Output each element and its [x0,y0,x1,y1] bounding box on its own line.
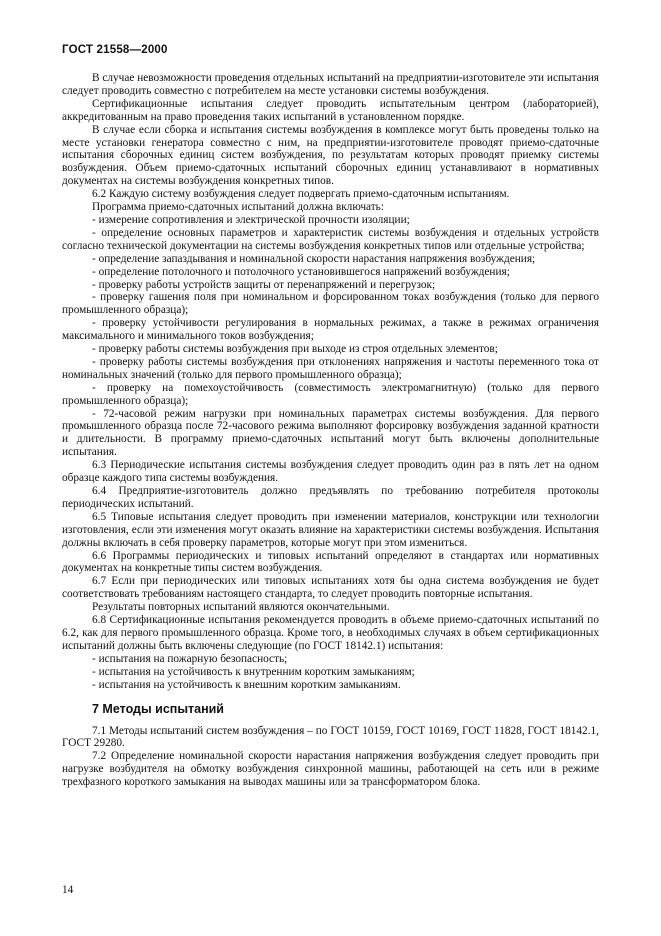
list-item: - проверку на помехоустойчивость (совместимость электромагнитную) (только для первого промышленного образца); [62,381,599,407]
clause-6-4: 6.4 Предприятие-изготовитель должно предъявлять по требованию потребителя протоколы периодических испытаний. [62,485,599,510]
list-item: - испытания на устойчивость к внешним коротким замыканиям. [92,678,401,691]
paragraph: Программа приемо-сдаточных испытаний должна включать: [92,201,384,214]
clause-6-2: 6.2 Каждую систему возбуждения следует подвергать приемо-сдаточным испытаниям. [92,188,510,201]
clause-6-5: 6.5 Типовые испытания следует проводить при изменении материалов, конструкции или технологии изготовления, если эти изменения могут оказать влияние на характеристики системы возбуждения. Испытания должны включать в себя проверку параметров, которые могут при этом измениться. [62,510,599,549]
list-item: - определение потолочного и потолочного установившегося напряжений возбуждения; [92,265,510,278]
list-item: - определение запаздывания и номинальной скорости нарастания напряжения возбуждения; [92,252,536,265]
list-item: - измерение сопротивления и электрической прочности изоляции; [92,213,410,226]
clause-6-7: 6.7 Если при периодических или типовых испытаниях хотя бы одна система возбуждения не будет соответствовать требованиям настоящего стандарта, то следует проводить повторные испытания. [62,575,599,601]
document-number-header: ГОСТ 21558—2000 [62,44,168,56]
list-item: - проверку работы системы возбуждения при отклонениях напряжения и частоты переменного тока от номинальных значений (только для первого промышленного образца); [62,355,599,381]
clause-6-6: 6.6 Программы периодических и типовых испытаний определяют в стандартах или нормативных документах на конкретные типы систем возбуждения. [62,549,599,575]
paragraph: В случае если сборка и испытания системы возбуждения в комплексе могут быть проведены только на месте установки генератора совместно с ним, на предприятии-изготовителе проводят приемо-сдаточные испытания сборочных единиц систем возбуждения, по результатам которых проводят приемку системы возбуждения. Объем приемо-сдаточных испытаний сборочных единиц устанавливают в нормативных документах на системы возбуждения конкретных типов. [62,123,599,188]
section-7-title: 7 Методы испытаний [92,701,224,716]
list-item: - испытания на устойчивость к внутренним коротким замыканиям; [92,665,415,678]
list-item: - проверку устойчивости регулирования в нормальных режимах, а также в режимах ограничения максимального и минимального токов возбуждения; [62,317,599,343]
main-text [62,72,599,789]
list-item: - проверку работы устройств защиты от перенапряжений и перегрузок; [92,278,436,291]
clause-7-2: 7.2 Определение номинальной скорости нарастания напряжения возбуждения следует проводить при нагрузке возбудителя на обмотку возбуждения синхронной машины, работающей на сеть или в режиме трехфазного короткого замыкания на выводах машины или за трансформатором блока. [62,750,599,789]
paragraph: Результаты повторных испытаний являются окончательными. [92,601,390,614]
clause-6-3: 6.3 Периодические испытания системы возбуждения следует проводить один раз в пять лет на одном образце каждого типа системы возбуждения. [62,459,599,485]
list-item: - 72-часовой режим нагрузки при номинальных параметрах системы возбуждения. Для первого промышленного образца после 72-часового режима выполняют форсировку возбуждения заданной кратности и длительности. В программу приемо-сдаточных испытаний могут быть включены дополнительные испытания. [62,407,599,459]
paragraph: В случае невозможности проведения отдельных испытаний на предприятии-изготовителе эти испытания следует проводить совместно с потребителем на месте установки системы возбуждения. [62,72,599,97]
list-item: - определение основных параметров и характеристик системы возбуждения и отдельных устройств согласно технической документации на системы возбуждения конкретных типов или отдельные устройства; [62,226,599,252]
paragraph: Сертификационные испытания следует проводить испытательным центром (лабораторией), аккредитованным на право проведения таких испытаний в установленном порядке. [62,97,599,123]
list-item: - испытания на пожарную безопасность; [92,652,288,665]
clause-6-8: 6.8 Сертификационные испытания рекомендуется проводить в объеме приемо-сдаточных испытаний по 6.2, как для первого промышленного образца. Кроме того, в необходимых случаях в объем сертификационных испытаний должны быть включены следующие (по ГОСТ 18142.1) испытания: [62,614,599,652]
list-item: - проверку работы системы возбуждения при выходе из строя отдельных элементов; [92,343,498,356]
page-number: 14 [62,884,74,896]
list-item: - проверку гашения поля при номинальном и форсированном токах возбуждения (только для первого промышленного образца); [62,291,599,317]
clause-7-1: 7.1 Методы испытаний систем возбуждения – по ГОСТ 10159, ГОСТ 10169, ГОСТ 11828, ГОСТ 18142.1, ГОСТ 29280. [62,724,599,750]
